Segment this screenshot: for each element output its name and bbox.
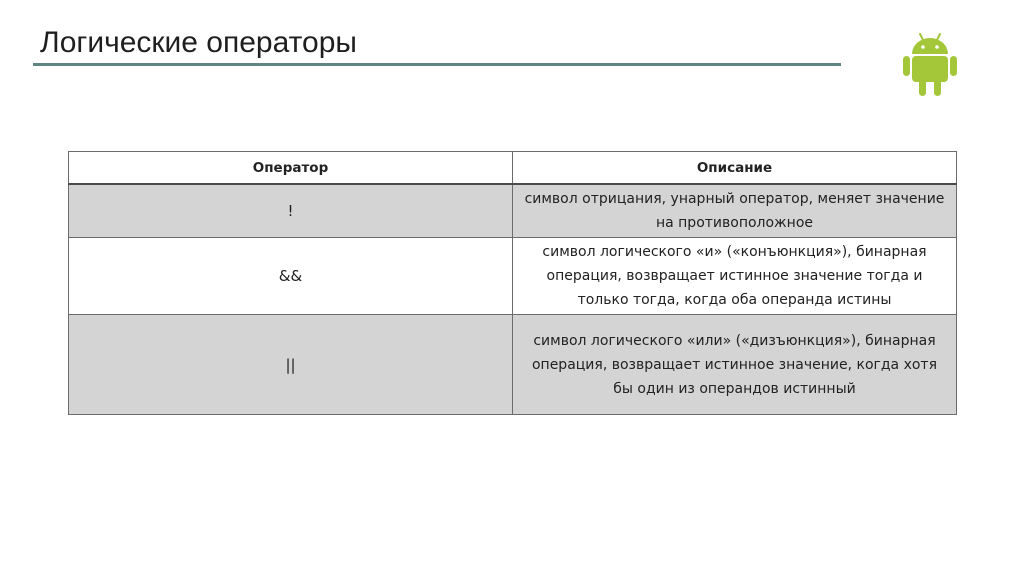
operator-cell: !	[69, 184, 513, 238]
description-cell: символ логического «или» («дизъюнкция»), бинарная операция, возвращает истинное значение, когда хотя бы один из операндов истинный	[513, 315, 957, 415]
operators-table-wrapper	[68, 151, 956, 415]
operator-cell: ||	[69, 315, 513, 415]
table-row	[69, 238, 957, 315]
table-row	[69, 315, 957, 415]
slide-title: Логические операторы	[40, 26, 357, 59]
table-row	[69, 184, 957, 238]
operator-cell: &&	[69, 238, 513, 315]
operators-table	[68, 151, 957, 415]
description-cell: символ отрицания, унарный оператор, меняет значение на противоположное	[513, 184, 957, 238]
description-cell: символ логического «и» («конъюнкция»), бинарная операция, возвращает истинное значение тогда и только тогда, когда оба операнда истины	[513, 238, 957, 315]
header-operator: Оператор	[69, 152, 513, 185]
table-header-row	[69, 152, 957, 185]
title-underline	[33, 63, 841, 66]
header-description: Описание	[513, 152, 957, 185]
android-icon	[900, 30, 960, 98]
